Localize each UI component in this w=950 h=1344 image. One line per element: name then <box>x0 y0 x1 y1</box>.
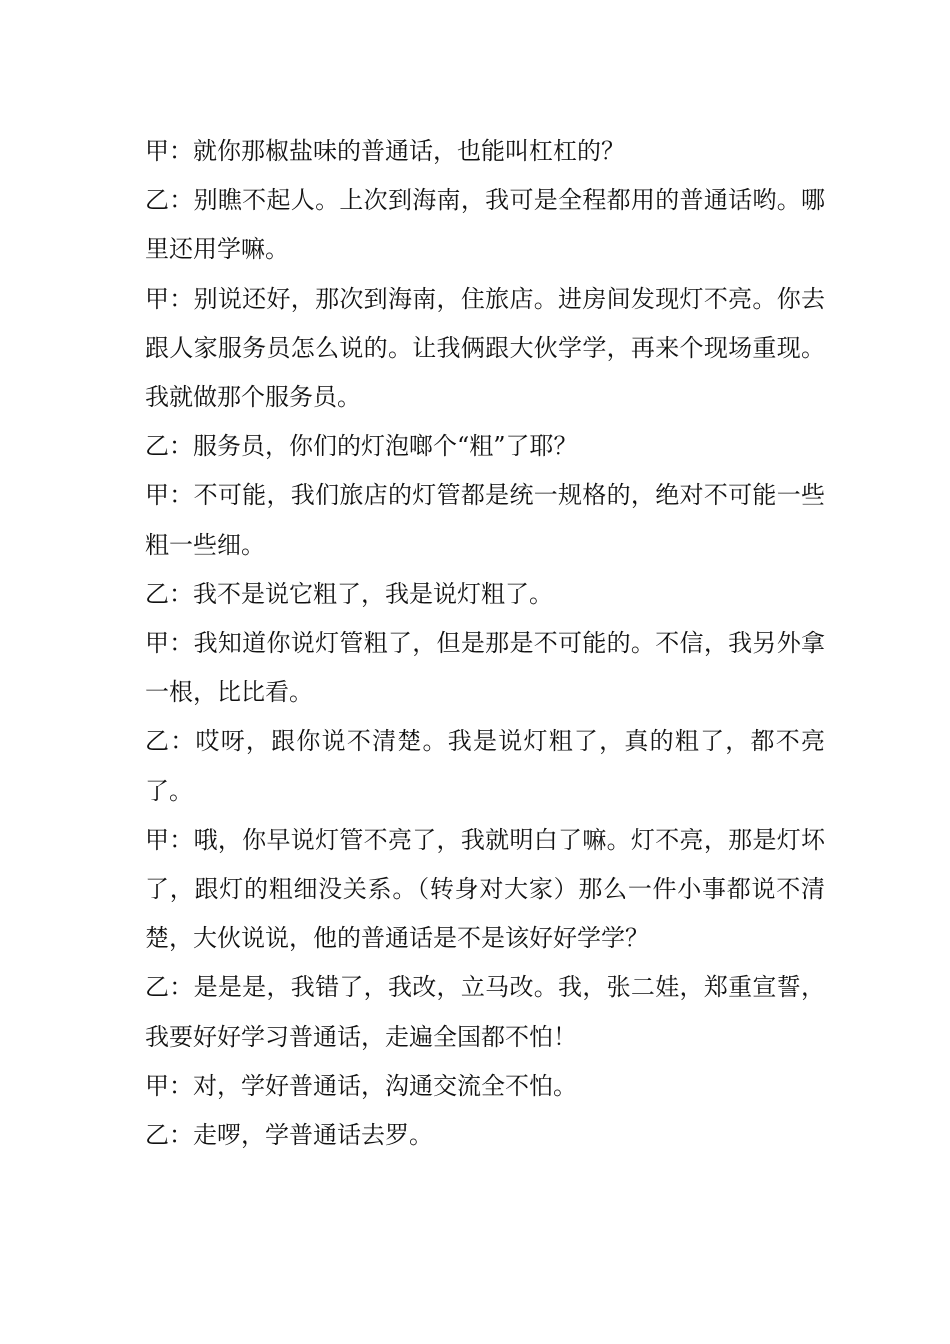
dialogue-line: 乙：走啰，学普通话去罗。 <box>145 1121 433 1150</box>
dialogue-line: 乙：服务员，你们的灯泡啷个“粗”了耶？ <box>145 432 578 461</box>
dialogue-line: 乙：我不是说它粗了，我是说灯粗了。 <box>145 579 553 608</box>
dialogue-line: 乙：哎呀，跟你说不清楚。我是说灯粗了，真的粗了，都不亮了。 <box>145 727 825 805</box>
dialogue-line: 甲：我知道你说灯管粗了，但是那是不可能的。不信，我另外拿一根，比比看。 <box>145 629 825 707</box>
dialogue-line: 甲：不可能，我们旅店的灯管都是统一规格的，绝对不可能一些粗一些细。 <box>145 481 825 559</box>
dialogue-line: 甲：对，学好普通话，沟通交流全不怕。 <box>145 1071 577 1100</box>
dialogue-text <box>145 127 825 1160</box>
dialogue-line: 乙：是是是，我错了，我改，立马改。我，张二娃，郑重宣誓，我要好好学习普通话，走遍全国都不怕！ <box>145 973 825 1051</box>
dialogue-line: 甲：别说还好，那次到海南，住旅店。进房间发现灯不亮。你去跟人家服务员怎么说的。让我俩跟大伙学学，再来个现场重现。我就做那个服务员。 <box>145 284 825 412</box>
dialogue-line: 乙：别瞧不起人。上次到海南，我可是全程都用的普通话哟。哪里还用学嘛。 <box>145 186 825 264</box>
dialogue-line: 甲：哦，你早说灯管不亮了，我就明白了嘛。灯不亮，那是灯坏了，跟灯的粗细没关系。（转身对大家）那么一件小事都说不清楚，大伙说说，他的普通话是不是该好好学学？ <box>145 825 825 953</box>
dialogue-line: 甲：就你那椒盐味的普通话，也能叫杠杠的？ <box>145 137 625 165</box>
